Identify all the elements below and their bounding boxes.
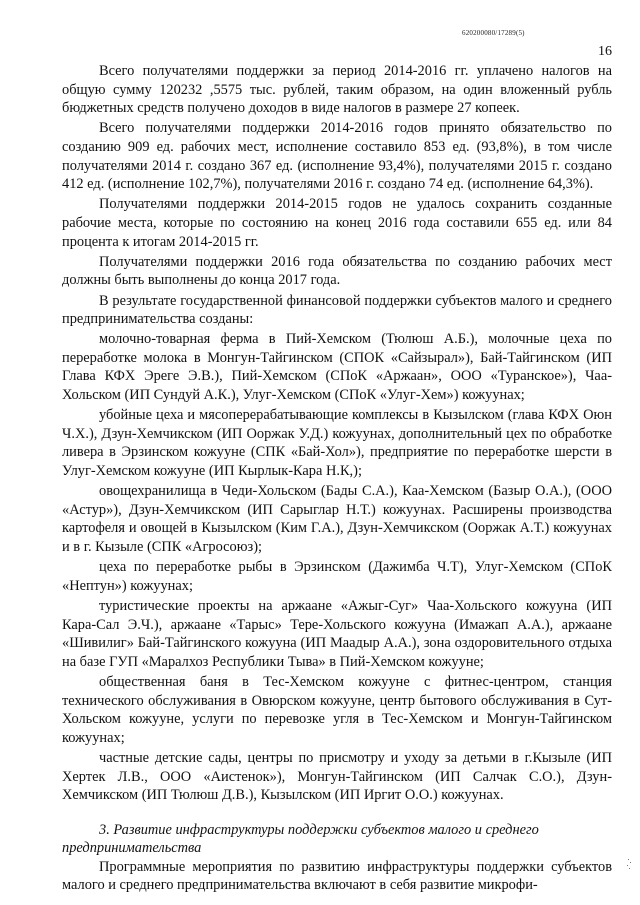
document-registration-code: 620200080/17289(5)	[462, 29, 525, 37]
list-item-fish-processing: цеха по переработке рыбы в Эрзинском (Дажимба Ч.Т), Улуг-Хемском (СПоК «Нептун») кожуунах;	[62, 559, 612, 594]
scan-artifact	[626, 859, 632, 869]
paragraph-obligations-2016: Получателями поддержки 2016 года обязательства по созданию рабочих мест должны быть выполнены до конца 2017 года.	[62, 253, 612, 289]
list-item-dairy: молочно-товарная ферма в Пий-Хемском (Тюлюш А.Б.), молочные цеха по переработке молока в Монгун-Тайгинском (СПОК «Сайзырал»), Бай-Тайгинском (ИП Глава КФХ Эреге Э.В.), Пий-Хемском (СПоК «Аржаан», ООО «Туранское»), Чаа-Хольском (ИП Сундуй А.К.), Улуг-Хемском (СПоК «Улуг-Хем») кожуунах;	[62, 331, 612, 404]
list-item-tourism: туристические проекты на аржаане «Ажыг-Суг» Чаа-Хольского кожууна (ИП Кара-Сал Э.Ч.), аржаане «Тарыс» Тере-Хольского кожууна (Имажап А.А.), аржаане «Шивилиг» Бай-Тайгинского кожууна (ИП Маадыр А.А.), зона оздоровительного отдыха на базе ГУП «Маралхоз Республики Тыва» в Пий-Хемском кожууне;	[62, 597, 612, 670]
page-number: 16	[598, 44, 612, 59]
paragraph-taxes: Всего получателями поддержки за период 2014-2016 гг. уплачено налогов на общую сумму 120232 ,5575 тыс. рублей, таким образом, на один вложенный рубль бюджетных средств получено доходов в виде налогов в размере 27 копеек.	[62, 63, 612, 117]
document-body	[62, 62, 612, 895]
paragraph-results-intro: В результате государственной финансовой поддержки субъектов малого и среднего предпринимательства созданы:	[62, 292, 612, 328]
paragraph-program-measures: Программные мероприятия по развитию инфраструктуры поддержки субъектов малого и среднего предпринимательства включают в себя развитие микрофи-	[62, 858, 612, 894]
list-item-kindergartens: частные детские сады, центры по присмотру и уходу за детьми в г.Кызыле (ИП Хертек Л.В., ООО «Аистенок»), Монгун-Тайгинском (ИП Салчак С.О.), Дзун-Хемчикском (ИП Тюлюш Д.В.), Кызылском (ИП Иргит О.О.) кожуунах.	[62, 749, 612, 804]
paragraph-jobs-created: Всего получателями поддержки 2014-2016 годов принято обязательство по созданию 909 ед. рабочих мест, исполнение составило 853 ед. (93,8%), в том числе получателями 2014 г. создано 367 ед. (исполнение 93,4%), получателями 2015 г. создано 412 ед. (исполнение 102,7%), получателями 2016 г. создано 74 ед. (исполнение 64,3%).	[62, 120, 612, 193]
paragraph-jobs-retained: Получателями поддержки 2014-2015 годов не удалось сохранить созданные рабочие места, которые по состоянию на конец 2016 года составили 655 ед. или 84 процента к итогам 2014-2015 гг.	[62, 196, 612, 250]
list-item-vegetable-storage: овощехранилища в Чеди-Хольском (Бады С.А.), Каа-Хемском (Базыр О.А.), (ООО «Астур»), Дзун-Хемчикском (ИП Сарыглар Н.Т.) кожуунах. Расширены производства картофеля и овощей в Кызылском (Ким Г.А.), Дзун-Хемчикском (Ооржак А.Т.) кожуунах и в г. Кызыле (СПК «Агросоюз);	[62, 483, 612, 555]
section-heading: 3. Развитие инфраструктуры поддержки субъектов малого и среднего предпринимательства	[62, 821, 539, 857]
list-item-slaughterhouses: убойные цеха и мясоперерабатывающие комплексы в Кызылском (глава КФХ Оюн Ч.Х.), Дзун-Хемчикском (ИП Ооржак У.Д.) кожуунах, дополнительный цех по обработке ливера в Эрзинском кожууне (СПК «Бай-Хол»), предприятие по переработке шерсти в Улуг-Хемском кожууне (ИП Кырлык-Кара Н.К,);	[62, 407, 612, 480]
list-item-public-services: общественная баня в Тес-Хемском кожууне с фитнес-центром, станция технического обслуживания в Овюрском кожууне, центр бытового обслуживания в Сут-Хольском кожууне, услуги по перевозке угля в Тес-Хемском и Монгун-Тайгинском кожуунах;	[62, 673, 612, 746]
